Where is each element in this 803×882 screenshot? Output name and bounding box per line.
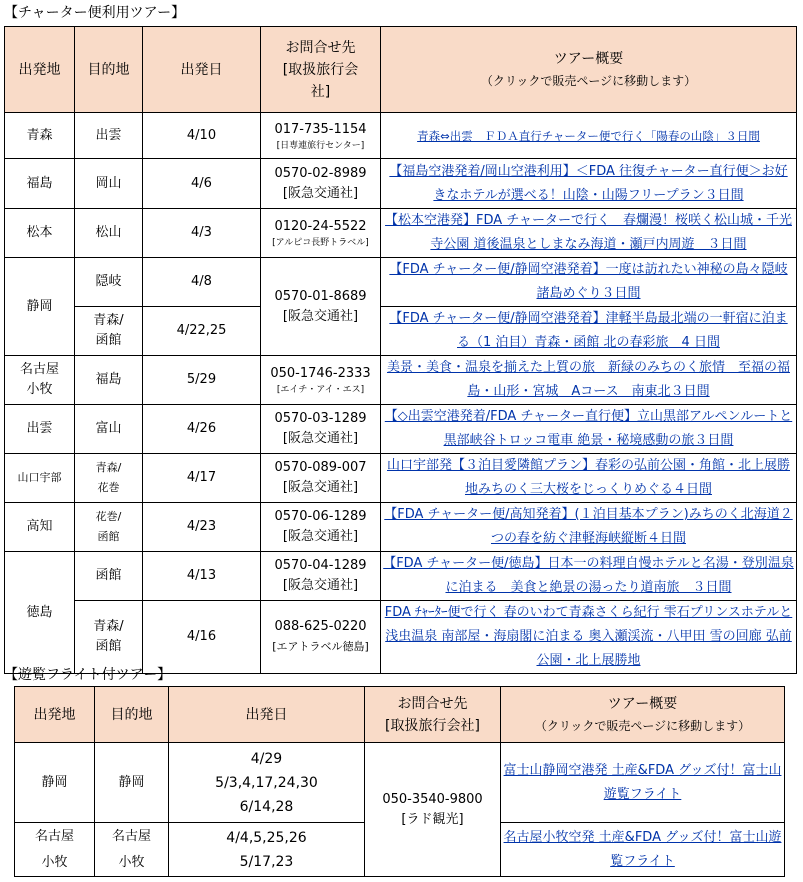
date-cell: 4/10 (143, 113, 261, 159)
charter-section-title: 【チャーター便利用ツアー】 (4, 5, 186, 21)
departure-cell: 青森 (5, 113, 75, 159)
phone-number: 0570-06-1289 (274, 509, 367, 524)
phone-number: 0120-24-5522 (274, 219, 367, 234)
phone-number: 0570-01-8689 (274, 288, 367, 304)
destination-cell: 青森/ 函館 (75, 601, 143, 674)
date-cell: 4/6 (143, 159, 261, 209)
header-destination: 目的地 (95, 687, 169, 743)
date-cell: 4/17 (143, 454, 261, 503)
tour-link[interactable]: 山口宇部発【３泊目愛隣館プラン】春彩の弘前公園・角館・北上展勝地みちのく三大桜をじっくりめぐる４日間 (386, 458, 790, 497)
contact-cell (261, 209, 381, 258)
contact-cell (261, 552, 381, 601)
destination-cell: 花巻/ 函館 (75, 503, 143, 552)
header-date: 出発日 (143, 27, 261, 113)
destination-cell: 函館 (75, 552, 143, 601)
phone-number: 0570-089-007 (274, 460, 367, 475)
header-destination: 目的地 (75, 27, 143, 113)
table-row (5, 113, 797, 159)
table-row (5, 159, 797, 209)
agency-name: [阪急交通社] (282, 480, 359, 495)
agency-name: [エアトラベル徳島] (272, 640, 369, 653)
phone-number: 0570-02-8989 (274, 165, 367, 181)
departure-cell: 静岡 (5, 258, 75, 356)
overview-cell (381, 209, 797, 258)
departure-cell: 出雲 (5, 405, 75, 454)
phone-number: 088-625-0220 (274, 619, 367, 634)
destination-cell: 富山 (75, 405, 143, 454)
overview-cell (381, 405, 797, 454)
phone-number: 050-1746-2333 (270, 366, 371, 381)
overview-cell (381, 258, 797, 307)
table-row (15, 743, 785, 823)
overview-cell (381, 454, 797, 503)
overview-cell (381, 307, 797, 356)
departure-cell: 松本 (5, 209, 75, 258)
header-overview: ツアー概要 （クリックで販売ページに移動します） (381, 27, 797, 113)
phone-number: 0570-04-1289 (274, 558, 367, 573)
destination-cell: 名古屋 小牧 (95, 823, 169, 877)
destination-cell: 青森/ 花巻 (75, 454, 143, 503)
contact-cell (261, 454, 381, 503)
destination-cell: 松山 (75, 209, 143, 258)
overview-cell (381, 113, 797, 159)
phone-number: 050-3540-9800 (382, 791, 483, 807)
tour-link[interactable]: 富士山静岡空港発 土産&FDA グッズ付！富士山遊覧フライト (503, 762, 782, 802)
contact-cell (261, 356, 381, 405)
agency-name: [アルピコ長野トラベル] (272, 238, 369, 248)
charter-tour-table (4, 26, 797, 674)
destination-cell: 出雲 (75, 113, 143, 159)
contact-cell (261, 113, 381, 159)
date-cell: 4/22,25 (143, 307, 261, 356)
agency-name: [阪急交通社] (282, 578, 359, 593)
date-cell: 4/16 (143, 601, 261, 674)
departure-cell: 名古屋 小牧 (15, 823, 95, 877)
destination-cell: 福島 (75, 356, 143, 405)
table-row (5, 405, 797, 454)
departure-cell: 静岡 (15, 743, 95, 823)
sightseeing-section-title: 【遊覧フライト付ツアー】 (4, 667, 172, 683)
sightseeing-tour-table (14, 686, 785, 877)
agency-name: [阪急交通社] (282, 185, 359, 201)
date-cell: 4/8 (143, 258, 261, 307)
phone-number: 0570-03-1289 (274, 411, 367, 426)
agency-name: [エイチ・アイ・エス] (276, 385, 365, 395)
tour-link[interactable]: 【FDA チャーター便/静岡空港発着】津軽半島最北端の一軒宿に泊まる（1 泊目）青森・函館 北の春彩旅 4 日間 (389, 311, 788, 350)
table-row (5, 258, 797, 307)
contact-cell (365, 743, 501, 877)
overview-cell (381, 601, 797, 674)
tour-link[interactable]: FDA ﾁｬｰﾀｰ便で行く 春のいわて青森さくら紀行 雫石プリンスホテルと浅虫温泉 南部屋・海扇閣に泊まる 奥入瀬渓流・八甲田 雪の回廊 弘前公園・北上展勝地 (384, 605, 793, 668)
departure-cell: 名古屋 小牧 (5, 356, 75, 405)
agency-name: [阪急交通社] (282, 308, 359, 324)
date-cell: 4/29 5/3,4,17,24,30 6/14,28 (169, 743, 365, 823)
destination-cell: 岡山 (75, 159, 143, 209)
tour-link[interactable]: 【FDA チャーター便/静岡空港発着】一度は訪れたい神秘の島々隠岐諸島めぐり３日間 (389, 262, 788, 301)
phone-number: 017-735-1154 (274, 121, 367, 137)
date-cell: 4/23 (143, 503, 261, 552)
destination-cell: 青森/ 函館 (75, 307, 143, 356)
overview-cell (501, 823, 785, 877)
date-cell: 5/29 (143, 356, 261, 405)
tour-link[interactable]: 【FDA チャーター便/徳島】日本一の料理自慢ホテルと名湯・登別温泉に泊まる 美食と絶景の湯ったり道南旅 ３日間 (383, 556, 794, 595)
contact-cell (261, 258, 381, 356)
header-contact: お問合せ先 [取扱旅行会社] (365, 687, 501, 743)
contact-cell (261, 503, 381, 552)
header-contact: お問合せ先 [取扱旅行会 社] (261, 27, 381, 113)
table-row (5, 552, 797, 601)
tour-link[interactable]: 【福島空港発着/岡山空港利用】＜FDA 往復チャーター直行便＞お好きなホテルが選べる！山陰・山陽フリープラン３日間 (389, 163, 788, 203)
agency-name: [日専連旅行センター] (276, 140, 365, 151)
table-row (5, 307, 797, 356)
destination-cell: 静岡 (95, 743, 169, 823)
overview-cell (381, 552, 797, 601)
header-departure: 出発地 (15, 687, 95, 743)
header-departure: 出発地 (5, 27, 75, 113)
contact-cell (261, 601, 381, 674)
overview-cell (381, 159, 797, 209)
table-row (5, 601, 797, 674)
destination-cell: 隠岐 (75, 258, 143, 307)
departure-cell: 福島 (5, 159, 75, 209)
agency-name: [ラド観光] (401, 811, 464, 827)
overview-cell (501, 743, 785, 823)
header-date: 出発日 (169, 687, 365, 743)
date-cell: 4/3 (143, 209, 261, 258)
date-cell: 4/4,5,25,26 5/17,23 (169, 823, 365, 877)
table-row (5, 454, 797, 503)
table-row (5, 209, 797, 258)
tour-link[interactable]: 青森⇔出雲 ＦＤＡ直行チャーター便で行く「陽春の山陰」３日間 (417, 128, 760, 143)
contact-cell (261, 159, 381, 209)
table-row (5, 503, 797, 552)
departure-cell: 徳島 (5, 552, 75, 674)
agency-name: [阪急交通社] (282, 431, 359, 446)
tour-link[interactable]: 美景・美食・温泉を揃えた上質の旅 新緑のみちのく旅情 至福の福島・山形・宮城 Aコース 南東北３日間 (386, 360, 790, 399)
tour-link[interactable]: 【松本空港発】FDA チャーターで行く 春爛漫！桜咲く松山城・千光寺公園 道後温泉としまなみ海道・瀬戸内周遊 ３日間 (385, 213, 792, 252)
departure-cell: 山口宇部 (5, 454, 75, 503)
tour-link[interactable]: 【FDA チャーター便/高知発着】(１泊目基本プラン)みちのく北海道２つの春を紡ぐ津軽海峡縦断４日間 (384, 507, 793, 546)
date-cell: 4/26 (143, 405, 261, 454)
date-cell: 4/13 (143, 552, 261, 601)
table-row (5, 356, 797, 405)
agency-name: [阪急交通社] (282, 529, 359, 544)
tour-link[interactable]: 名古屋小牧空発 土産&FDA グッズ付！富士山遊覧フライト (503, 829, 782, 869)
contact-cell (261, 405, 381, 454)
header-overview: ツアー概要 （クリックで販売ページに移動します） (501, 687, 785, 743)
overview-cell (381, 356, 797, 405)
tour-link[interactable]: 【◇出雲空港発着/FDA チャーター直行便】立山黒部アルペンルートと黒部峡谷トロッコ電車 絶景・秘境感動の旅３日間 (384, 409, 793, 448)
departure-cell: 高知 (5, 503, 75, 552)
overview-cell (381, 503, 797, 552)
